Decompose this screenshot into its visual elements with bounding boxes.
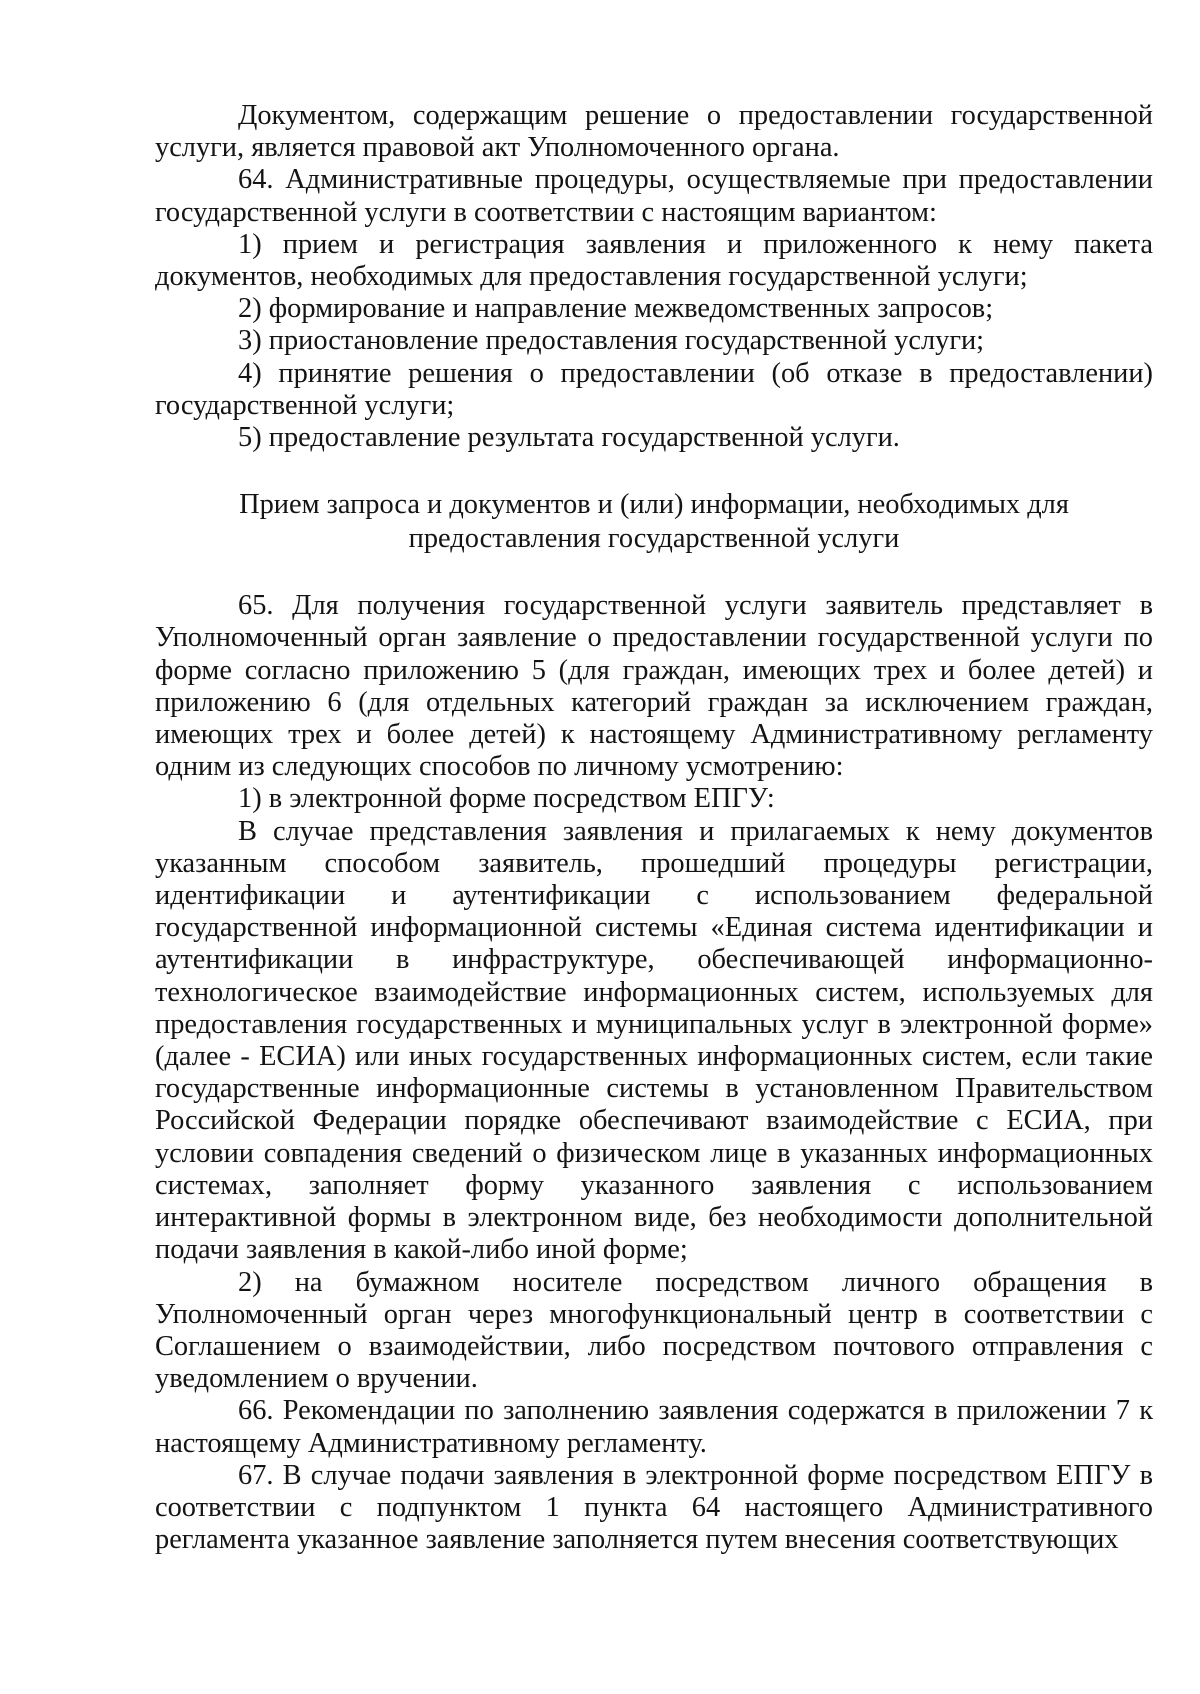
list-item-64-1: 1) прием и регистрация заявления и приложенного к нему пакета документов, необходимых для предоставления государственной услуги; — [155, 228, 1153, 293]
paragraph-decision-document: Документом, содержащим решение о предоставлении государственной услуги, является правовой акт Уполномоченного органа. — [155, 100, 1153, 164]
list-item-64-5: 5) предоставление результата государственной услуги. — [238, 422, 900, 454]
paragraph-65: 65. Для получения государственной услуги заявитель представляет в Уполномоченный орган заявление о предоставлении государственной услуги по форме согласно приложению 5 (для граждан, имеющих трех и более детей) и приложению 6 (для отдельных категорий граждан за исключением граждан, имеющих трех и более детей) к настоящему Административному регламенту одним из следующих способов по личному усмотрению: — [155, 590, 1153, 783]
list-item-64-3: 3) приостановление предоставления государственной услуги; — [238, 325, 985, 357]
paragraph-65-esia: В случае представления заявления и прилагаемых к нему документов указанным способом заявитель, прошедший процедуры регистрации, идентификации и аутентификации с использованием федеральной государственной информационной системы «Единая система идентификации и аутентификации в инфраструктуре, обеспечивающей информационно-технологическое взаимодействие информационных систем, используемых для предоставления государственных и муниципальных услуг в электронной форме» (далее - ЕСИА) или иных государственных информационных систем, если такие государственные информационные системы в установленном Правительством Российской Федерации порядке обеспечивают взаимодействие с ЕСИА, при условии совпадения сведений о физическом лице в указанных информационных системах, заполняет форму указанного заявления с использованием интерактивной формы в электронном виде, без необходимости дополнительной подачи заявления в какой-либо иной форме; — [155, 815, 1153, 1266]
paragraph-67: 67. В случае подачи заявления в электронной форме посредством ЕПГУ в соответствии с подпунктом 1 пункта 64 настоящего Административного регламента указанное заявление заполняется путем внесения соответствующих — [155, 1459, 1153, 1556]
list-item-64-4: 4) принятие решения о предоставлении (об отказе в предоставлении) государственной услуги; — [155, 357, 1153, 421]
paragraph-66: 66. Рекомендации по заполнению заявления содержатся в приложении 7 к настоящему Административному регламенту. — [155, 1395, 1153, 1459]
document-body — [155, 100, 1153, 1556]
list-item-64-2: 2) формирование и направление межведомственных запросов; — [238, 293, 994, 325]
list-item-65-2: 2) на бумажном носителе посредством личного обращения в Уполномоченный орган через многофункциональный центр в соответствии с Соглашением о взаимодействии, либо посредством почтового отправления с уведомлением о вручении. — [155, 1266, 1153, 1395]
section-heading: Прием запроса и документов и (или) информации, необходимых для предоставления государственной услуги — [239, 489, 1069, 555]
list-item-65-1: 1) в электронной форме посредством ЕПГУ: — [238, 783, 775, 815]
paragraph-64-intro: 64. Административные процедуры, осуществляемые при предоставлении государственной услуги в соответствии с настоящим вариантом: — [155, 164, 1153, 228]
